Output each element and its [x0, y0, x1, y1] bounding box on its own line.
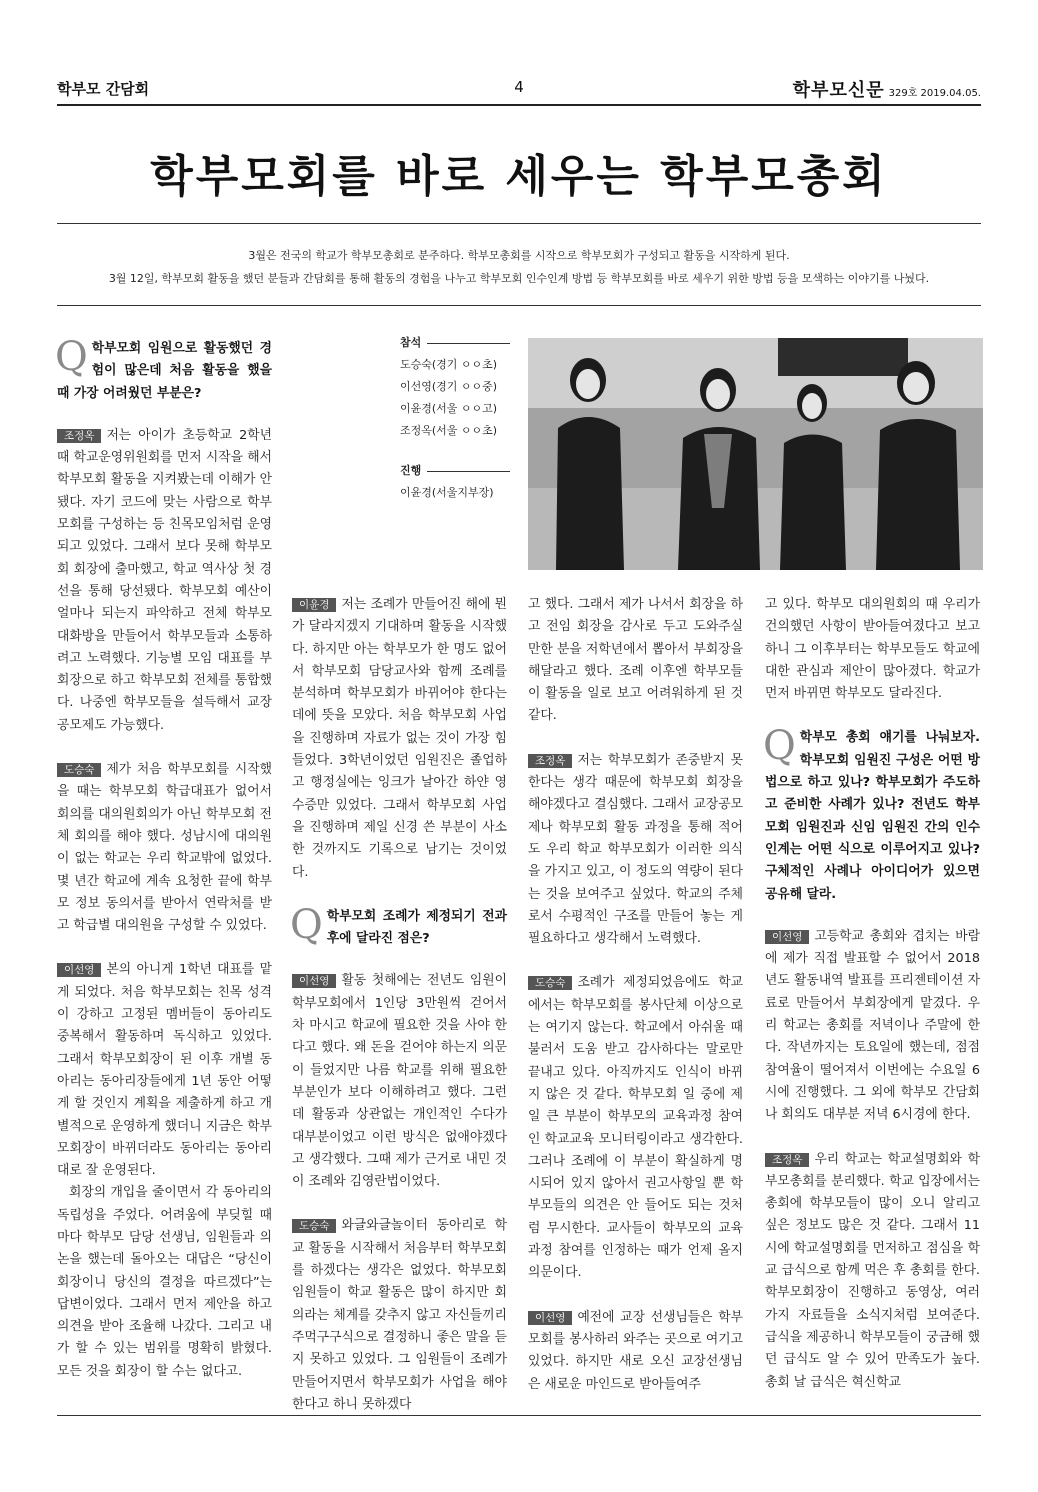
answer-text: 활동 첫해에는 전년도 임원이 학부모회에서 1인당 3만원씩 걷어서 차 마시고 학교에 필요한 것을 사야 한다고 했다. 왜 돈을 걷어야 하는지 의문이 들었지만 나름 학교를 위해 필요한 부분인가 보다 이해하려고 했다. 그런데 활동과 상관없는 개인적인 수다가 대부분이었고 이런 방식은 없애야겠다고 생각했다. 그때 제가 근거로 내민 것이 조례와 김영란법이었다.: [292, 973, 507, 1190]
attendee: 조정옥(서울 ㅇㅇ초): [400, 424, 498, 437]
answer-text: 저는 아이가 초등학교 2학년 때 학교운영위원회를 먼저 시작을 해서 학부모회 활동을 지켜봤는데 이해가 안됐다. 자기 코드에 맞는 사람으로 학부모회를 구성하는 등 친목모임처럼 운영되고 있었다. 그래서 보다 못해 학부모회 회장에 출마했고, 학교 역사상 첫 경선을 통해 당선됐다. 학부모회 예산이 얼마나 되는지 파악하고 전체 학부모 대화방을 만들어서 학부모들과 소통하려고 노력했다. 기능별 모임 대표를 부회장으로 하고 학부모회 전체를 통합했다. 나중엔 학부모들을 설득해서 교장 공모제도 가능했다.: [57, 427, 272, 733]
attendee: 이선영(경기 ㅇㅇ중): [400, 380, 498, 393]
issue-date: 329호 2019.04.05.: [888, 88, 981, 99]
attendee: 도승숙(경기 ㅇㅇ초): [400, 358, 498, 371]
column-4: [765, 594, 980, 1394]
answer-text: 예전에 교장 선생님들은 학부모회를 봉사하러 와주는 곳으로 여기고 있었다. 하지만 새로 오신 교장선생님은 새로운 마인드로 받아들여주: [528, 1309, 743, 1392]
question-text: 학부모 총회 얘기를 나눠보자. 학부모회 임원진 구성은 어떤 방법으로 하고 있나? 학부모회가 주도하고 준비한 사례가 있나? 전년도 학부모회 임원진과 신임 임원진 간의 인수인계는 어떤 식으로 이루어지고 있나? 구체적인 사례나 아이디어가 있으면 공유해 달라.: [765, 730, 980, 902]
masthead: [793, 76, 981, 102]
answer-paragraph: [57, 425, 272, 737]
question-text: 학부모회 조례가 제정되기 전과 후에 달라진 점은?: [326, 908, 507, 947]
answer-paragraph: [292, 970, 507, 1193]
speaker-tag: 이선영: [57, 963, 101, 977]
answer-paragraph: 고 있다. 학부모 대의원회의 때 우리가 건의했던 사항이 받아들여졌다고 보고하니 그 이후부터는 학부모들도 학교에 대한 관심과 제안이 많아졌다. 학교가 먼저 바뀌면 학부모도 달라진다.: [765, 597, 980, 702]
speaker-tag: 도승숙: [57, 763, 101, 777]
answer-paragraph: [765, 926, 980, 1127]
article-title: 학부모회를 바로 세우는 학부모총회: [150, 151, 888, 202]
answer-text: 저는 학부모회가 존중받지 못한다는 생각 때문에 학부모회 회장을 해야겠다고 결심했다. 그래서 교장공모제나 학부모회 활동 과정을 통해 적어도 우리 학교 학부모회가 이러한 의식을 가지고 있고, 이 정도의 역량이 된다는 것을 보여주고 싶었다. 학교의 주체로서 수평적인 구조를 만들어 놓는 게 필요하다고 생각해서 노력했다.: [528, 752, 743, 947]
speaker-tag: 이선영: [528, 1311, 572, 1325]
lead-rule: [57, 305, 981, 306]
host-label: 진행: [400, 464, 422, 477]
answer-paragraph: [528, 972, 743, 1284]
lead-line: 3월은 전국의 학교가 학부모총회로 분주하다. 학부모총회를 시작으로 학부모회가 구성되고 활동을 시작하게 된다.: [248, 249, 790, 262]
masthead-logo: 학부모신문: [792, 80, 885, 101]
roster-heading: [400, 460, 510, 482]
column-3: [528, 594, 743, 1396]
footer-rule: [57, 1415, 981, 1416]
answer-text: 고등학교 총회와 겹치는 바람에 제가 직접 발표할 수 없어서 2018년도 활동내역 발표를 프리젠테이션 자료로 만들어서 부회장에게 맡겼다. 우리 학교는 총회를 저녁이나 주말에 한다. 작년까지는 토요일에 했는데, 점점 참여율이 떨어져서 이번에는 수요일 6시에 진행했다. 그 외에 학부모 간담회나 회의도 대부분 저녁 6시경에 한다.: [765, 928, 980, 1123]
title-rule: [57, 223, 981, 224]
lead-line: 3월 12일, 학부모회 활동을 했던 분들과 간담회를 통해 활동의 경험을 나누고 학부모회 인수인계 방법 등 학부모회를 바로 세우기 위한 방법 등을 모색하는 이야기를 나눴다.: [108, 272, 930, 285]
speaker-tag: 조정옥: [528, 754, 572, 768]
speaker-tag: 조정옥: [57, 429, 101, 443]
answer-paragraph: [528, 1307, 743, 1396]
question-block: [290, 901, 507, 951]
answer-paragraph: [528, 750, 743, 951]
speaker-tag: 이선영: [765, 930, 809, 944]
header-rule: [57, 104, 981, 106]
roster-line: [427, 343, 510, 344]
speaker-tag: 이선영: [292, 974, 336, 988]
article-lead: [57, 244, 981, 290]
answer-text: 조례가 제정되었음에도 학교에서는 학부모회를 봉사단체 이상으로는 여기지 않는다. 학교에서 아쉬울 때 불러서 도움 받고 감사하다는 말로만 끝내고 있다. 아직까지도 인식이 바뀌지 않은 것 같다. 학부모회 일 중에 제일 큰 부분이 학부모의 교육과정 참여인 학교교육 모니터링이라고 생각한다. 그러나 조례에 이 부분이 확실하게 명시되어 있지 않아서 권고사항일 뿐 학부모들의 의견은 안 들어도 되는 것처럼 무시한다. 교사들이 학부모의 교육과정 참여를 인정하는 때가 언제 올지 의문이다.: [528, 975, 743, 1281]
question-block: [763, 723, 980, 905]
section-label: 학부모 간담회: [57, 80, 150, 98]
host: 이윤경(서울지부장): [400, 486, 494, 499]
answer-text: 우리 학교는 학교설명회와 학부모총회를 분리했다. 학교 입장에서는 총회에 학부모들이 많이 오니 알리고 싶은 정보도 많은 것 같다. 그래서 11시에 학교설명회를 먼저하고 점심을 학교 급식으로 함께 먹은 후 총회를 한다. 학부모회장이 진행하고 동영상, 여러 가지 자료들을 소식지처럼 보여준다. 급식을 제공하니 학부모들이 궁금해 했던 급식도 알 수 있어 만족도가 높다. 총회 날 급식은 혁신학교: [765, 1151, 980, 1390]
answer-paragraph: 고 했다. 그래서 제가 나서서 회장을 하고 전임 회장을 감사로 두고 도와주실만한 분을 저학년에서 뽑아서 부회장을 해달라고 했다. 조례 이후엔 학부모들이 활동을 일로 보고 어려워하게 된 것 같다.: [528, 597, 743, 724]
page-number: 4: [514, 78, 524, 96]
speaker-tag: 도승숙: [292, 1219, 336, 1233]
answer-text: 와글와글놀이터 동아리로 학교 활동을 시작해서 처음부터 학부모회를 하겠다는 생각은 없었다. 학부모회 임원들이 학교 활동은 많이 하지만 회의라는 체계를 갖추지 않고 자신들끼리 주먹구구식으로 결정하니 좋은 말을 듣지 못하고 있었다. 그 임원들이 조례가 만들어지면서 학부모회가 사업을 해야 한다고 하니 못하겠다: [292, 1218, 507, 1412]
answer-text: 저는 조례가 만들어진 해에 뭔가 달라지겠지 기대하며 활동을 시작했다. 하지만 아는 학부모가 한 명도 없어서 학부모회 담당교사와 함께 조례를 분석하며 학부모회가 바뀌어야 한다는 데에 뜻을 모았다. 처음 학부모회 사업을 진행하며 자료가 없는 것이 가장 힘들었다. 3학년이었던 임원진은 졸업하고 행정실에는 잉크가 날아간 하얀 영수증만 있었다. 그래서 학부모회 사업을 진행하며 제일 신경 쓴 부분이 사소한 것까지도 기록으로 남기는 것이었다.: [292, 597, 507, 880]
q-mark: Q: [290, 901, 323, 948]
q-mark: Q: [763, 723, 796, 770]
photo-illustration: [528, 338, 983, 570]
attendee: 이윤경(서울 ㅇㅇ고): [400, 402, 498, 415]
column-2: [292, 594, 507, 1416]
column-1: [55, 334, 272, 1383]
question-text: 학부모회 임원으로 활동했던 경험이 많은데 처음 활동을 했을 때 가장 어려웠던 부분은?: [57, 341, 272, 401]
answer-text: 본의 아니게 1학년 대표를 맡게 되었다. 처음 학부모회는 친목 성격이 강하고 고정된 멤버들이 동아리도 중복해서 활동하며 독식하고 있었다. 그래서 학부모회장이 된 이후 개별 동아리는 동아리장들에게 1년 동안 어떻게 할 것인지 계획을 제출하게 하고 개별적으로 운영하게 했더니 지금은 학부모회장이 바뀌더라도 동아리는 동아리대로 잘 운영된다.: [57, 962, 272, 1179]
speaker-tag: 도승숙: [528, 976, 572, 990]
answer-paragraph: [57, 959, 272, 1182]
answer-paragraph: [57, 759, 272, 937]
speaker-tag: 조정옥: [765, 1153, 809, 1167]
roster-heading: [400, 332, 510, 354]
page-header: [57, 78, 981, 100]
participant-roster: [400, 332, 510, 504]
roster-line: [427, 471, 510, 472]
attendees-label: 참석: [400, 336, 422, 349]
answer-paragraph: [292, 1215, 507, 1416]
answer-text: 제가 처음 학부모회를 시작했을 때는 학부모회 학급대표가 없어서 회의를 대의원회의가 아닌 학부모회 전체 회의를 해야 했다. 성남시에 대의원이 없는 학교는 우리 학교밖에 없었다. 몇 년간 학교에 계속 요청한 끝에 학부모 정보 동의서를 받아서 연락처를 받고 학급별 대의원을 구성할 수 있었다.: [57, 762, 272, 934]
speaker-tag: 이윤경: [292, 598, 336, 612]
answer-paragraph: [765, 1149, 980, 1394]
answer-paragraph: 회장의 개입을 줄이면서 각 동아리의 독립성을 주었다. 어려움에 부딪힐 때마다 학부모 담당 선생님, 임원들과 의논을 했는데 돌아오는 대답은 “당신이 회장이니 당신의 결정을 따르겠다”는 답변이었다. 그래서 먼저 제안을 하고 의견을 받아 조율해 나갔다. 그리고 내가 할 수 있는 범위를 명확히 밝혔다. 모든 것을 회장이 할 수는 없다고.: [57, 1185, 272, 1379]
group-photo: [528, 338, 983, 570]
q-mark: Q: [55, 334, 88, 380]
question-block: [55, 334, 272, 405]
answer-paragraph: [292, 594, 507, 884]
